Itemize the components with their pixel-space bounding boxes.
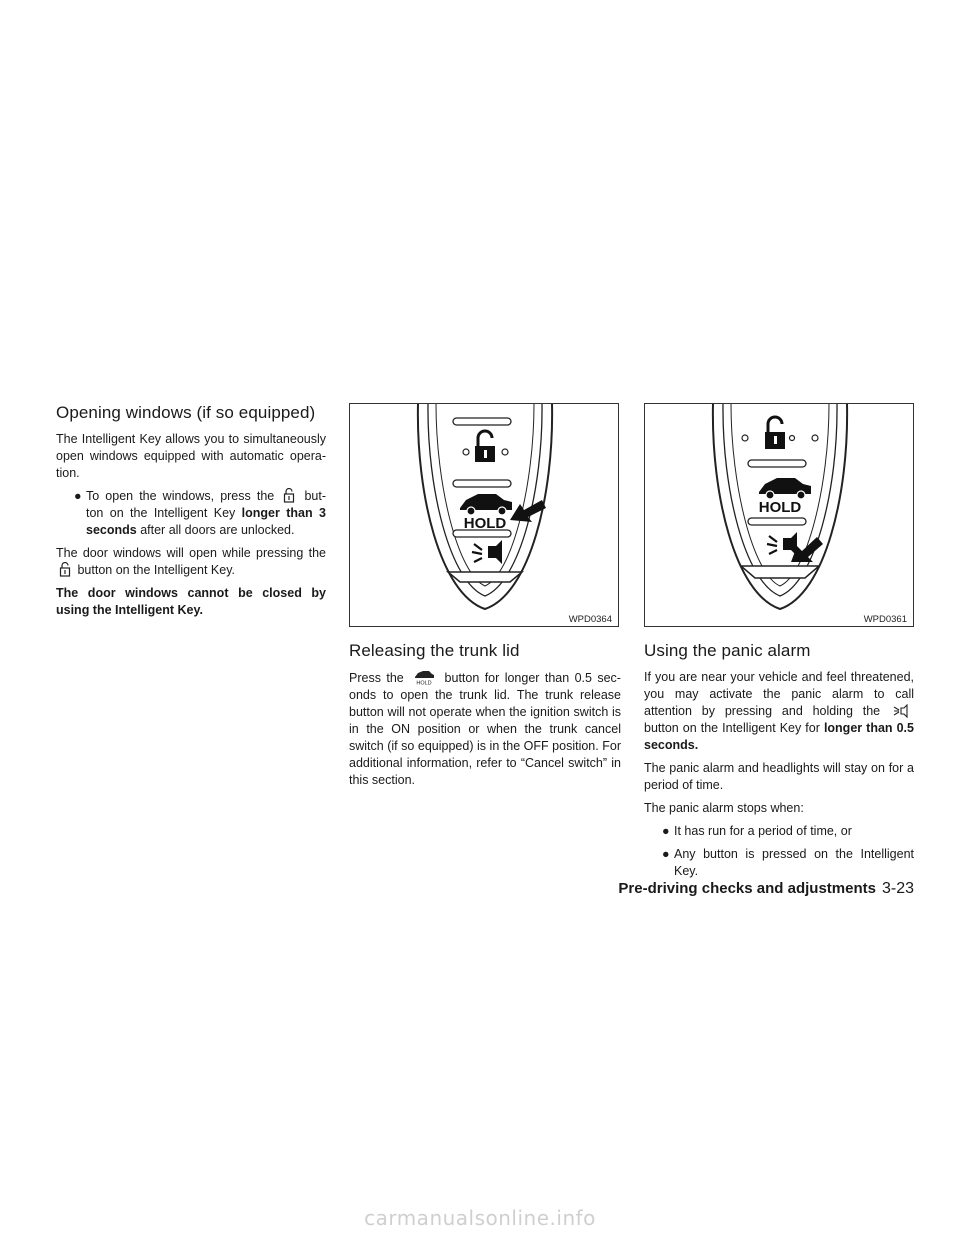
trunk-hold-icon [412,669,436,685]
panic-duration-paragraph: The panic alarm and headlights will stay on for a period of time. [644,761,914,792]
hold-label: HOLD [758,499,802,516]
key-fob-illustration [645,404,914,627]
unlock-icon [59,562,71,577]
intro-paragraph: The Intelligent Key allows you to simultaneously open windows equipped with automatic opera- tion. [56,432,326,480]
watermark: carmanualsonline.info [364,1206,596,1230]
footer-section-title: Pre-driving checks and adjustments [618,880,876,897]
bullet-dot: ● [662,824,670,838]
key-fob-illustration [350,404,619,627]
trunk-paragraph: Press the HOLD button for longer than 0.5 sec- onds to open the trunk lid. The trunk release button will not operate when the ignition switch is in the ON position or when the trunk cancel switch (if so equipped) is in the OFF position. For additional information, refer to “Cancel switch” in this section. [349,671,621,787]
bullet-open-windows: ● To open the windows, press the but- ton on the Intelligent Key longer than 3 seconds after all doors are unlocked. [74,489,326,537]
page-footer [594,880,914,898]
windows-open-paragraph: The door windows will open while pressing the button on the Intelligent Key. [56,546,326,577]
section-title-trunk: Releasing the trunk lid [349,641,520,660]
unlock-icon [283,488,295,503]
section-panic-alarm [644,403,914,886]
section-trunk-lid [349,403,621,795]
svg-text:HOLD: HOLD [416,680,432,685]
panic-stops-paragraph: The panic alarm stops when: [644,801,804,815]
section-title-opening-windows: Opening windows (if so equipped) [56,403,316,422]
panic-paragraph: If you are near your vehicle and feel threatened, you may activate the panic alarm to call attention by pressing and holding the button on the Intelligent Key for longer than 0.5 seconds. [644,670,914,752]
bullet-dot: ● [662,847,670,861]
figure-key-fob-panic [644,403,914,627]
page-number: 3-23 [881,880,914,897]
panic-stop-bullet-2: ● Any button is pressed on the Intelligent Key. [662,847,914,878]
section-title-panic: Using the panic alarm [644,641,811,660]
panic-stop-bullet-1: ● It has run for a period of time, or [662,824,852,838]
hold-label: HOLD [463,515,507,532]
bullet-dot: ● [74,489,82,503]
figure-code: WPD0364 [568,614,612,625]
section-opening-windows [56,403,326,625]
figure-code: WPD0361 [863,614,907,625]
figure-key-fob-trunk [349,403,619,627]
warning-text: The door windows cannot be closed by using the Intelligent Key. [56,586,326,617]
panic-icon [893,704,911,718]
